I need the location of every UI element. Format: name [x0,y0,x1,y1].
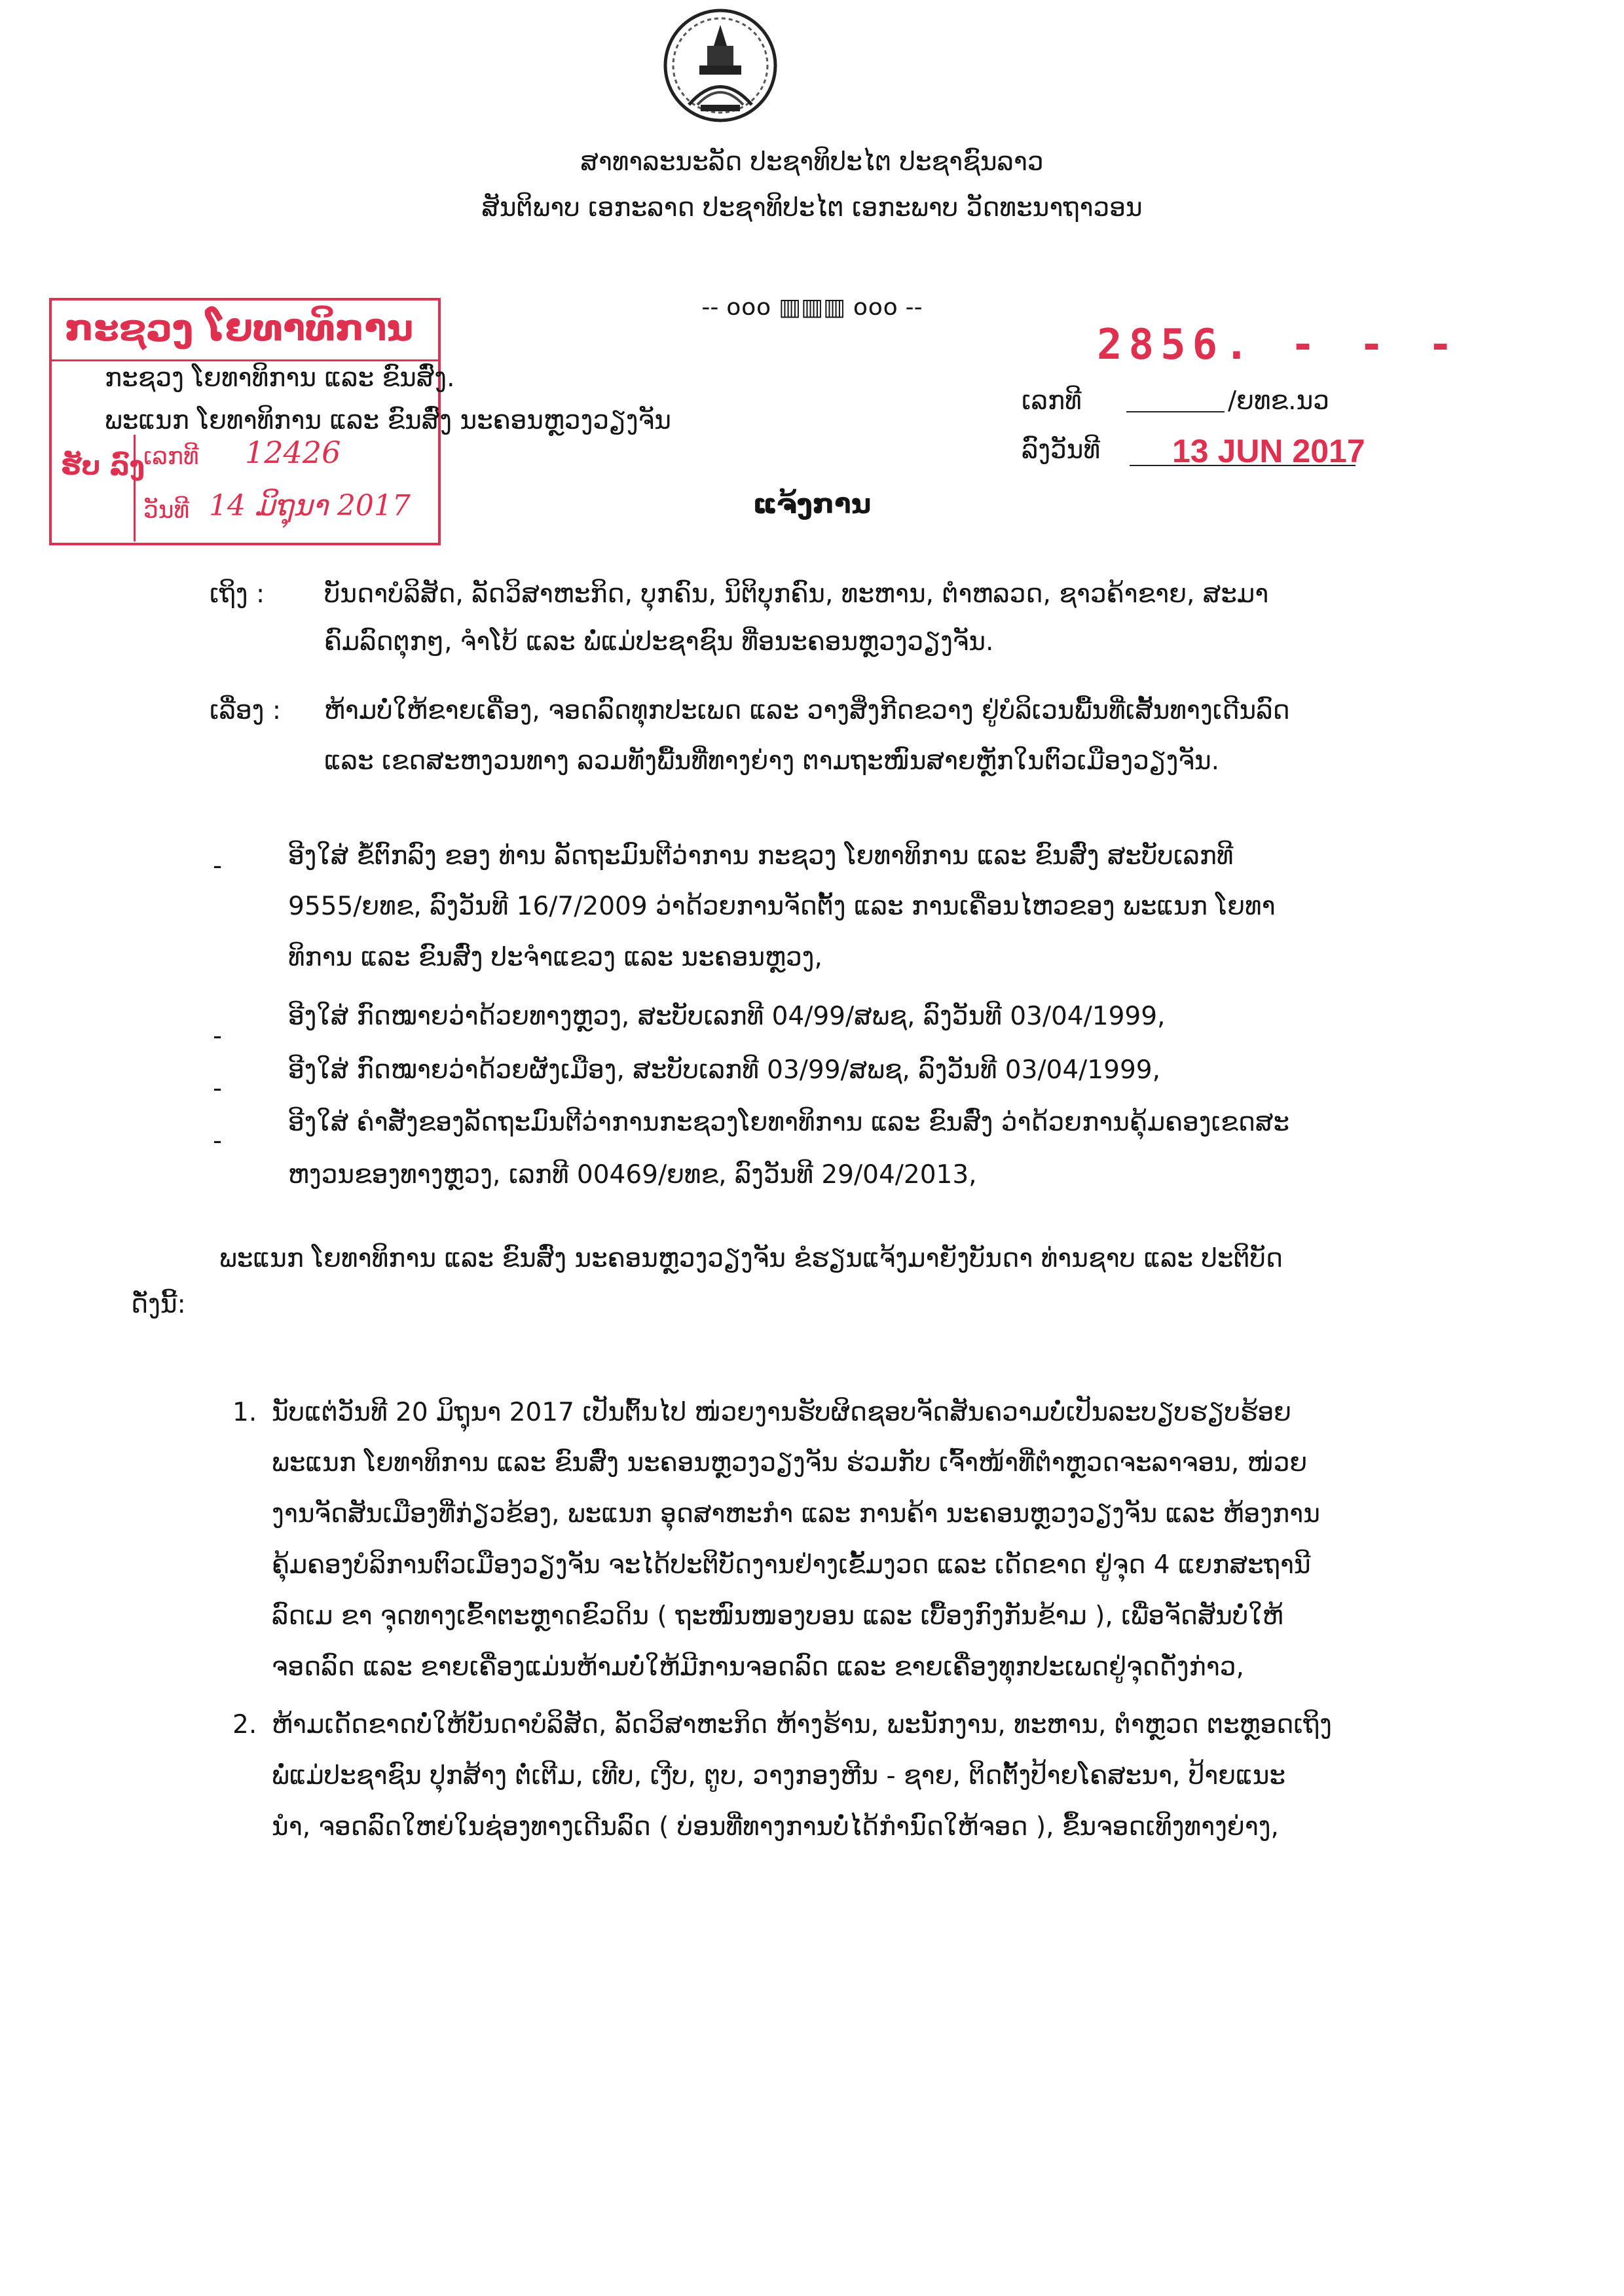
to-line-1: ບັນດາບໍລິສັດ, ລັດວິສາຫະກິດ, ບຸກຄົນ, ນິຕິບຸກຄົນ, ທະຫານ, ຕໍາຫລວດ, ຊາວຄ້າຂາຍ, ສະມາ [324,579,1269,609]
subject-line-2: ແລະ ເຂດສະຫງວນທາງ ລວມທັງພື້ນທີ່ທາງຍ່າງ ຕາມຖະໜົນສາຍຫຼັກໃນຕົວເມືອງວຽງຈັນ. [324,746,1220,776]
stamp-number-value: 12426 [245,435,341,470]
item-2-line-2: ພໍ່ແມ່ປະຊາຊົນ ປຸກສ້າງ ຕໍ່ເຕີມ, ເທີບ, ເງີບ, ຕູບ, ວາງກອງຫີນ - ຊາຍ, ຕິດຕັ້ງປ້າຍໂຄສະນາ, ປ້າຍແນະ [272,1761,1286,1791]
reference-1-line-3: ທິການ ແລະ ຂົນສົ່ງ ປະຈໍາແຂວງ ແລະ ນະຄອນຫຼວງ, [288,943,822,972]
doc-number-label: ເລກທີ [1022,386,1082,416]
stamp-number-label: ເລກທີ [143,443,199,470]
to-line-2: ຄົມລົດຕຸກໆ, ຈໍາໂບ້ ແລະ ພໍ່ແມ່ປະຊາຊົນ ທີ່ອນະຄອນຫຼວງວຽງຈັນ. [324,627,994,657]
doc-date-stamp: 13 JUN 2017 [1172,433,1365,469]
header-country: ສາທາລະນະລັດ ປະຊາທິປະໄຕ ປະຊາຊົນລາວ [580,147,1044,177]
intro-line-1: ພະແນກ ໂຍທາທິການ ແລະ ຂົນສົ່ງ ນະຄອນຫຼວງວຽງຈັນ ຂໍຮຽນແຈ້ງມາຍັງບັນດາ ທ່ານຊາບ ແລະ ປະຕິບັດ [219,1244,1283,1273]
doc-number-suffix: /ຍທຂ.ນວ [1228,386,1329,416]
reference-dash: - [213,1126,223,1156]
intro-line-2: ດັ່ງນີ້: [131,1290,186,1319]
stamp-title: ກະຊວງ ໂຍທາທິການ [65,307,414,350]
reference-dash: - [213,1074,223,1103]
item-1-line-3: ງານຈັດສັນເມືອງທີ່ກ່ຽວຂ້ອງ, ພະແນກ ອຸດສາຫະກໍາ ແລະ ການຄ້າ ນະຄອນຫຼວງວຽງຈັນ ແລະ ຫ້ອງການ [272,1499,1320,1529]
item-2-line-1: ຫ້າມເດັດຂາດບໍ່ໃຫ້ບັນດາບໍລິສັດ, ລັດວິສາຫະກິດ ຫ້າງຮ້ານ, ພະນັກງານ, ທະຫານ, ຕໍາຫຼວດ ຕະຫຼອດເຖິງ [272,1710,1332,1740]
doc-number-blank-line [1126,411,1225,412]
reference-4-line-1: ອີງໃສ່ ຄໍາສັ່ງຂອງລັດຖະມົນຕີວ່າການກະຊວງໂຍທາທິການ ແລະ ຂົນສົ່ງ ວ່າດ້ວຍການຄຸ້ມຄອງເຂດສະ [288,1108,1289,1137]
header-motto: ສັນຕິພາບ ເອກະລາດ ປະຊາທິປະໄຕ ເອກະພາບ ວັດທະນາຖາວອນ [481,193,1143,223]
header-ornament: -- ໐໐໐ ▥▥▥ ໐໐໐ -- [701,294,923,321]
sender-ministry: ກະຊວງ ໂຍທາທິການ ແລະ ຂົນສົ່ງ. [105,363,455,393]
item-1-line-4: ຄຸ້ມຄອງບໍລິການຕົວເມືອງວຽງຈັນ ຈະໄດ້ປະຕິບັດງານຢ່າງເຂັ້ມງວດ ແລະ ເດັດຂາດ ຢູ່ຈຸດ 4 ແຍກສະຖານີ [272,1550,1311,1580]
reference-1-line-2: 9555/ຍທຂ, ລົງວັນທີ 16/7/2009 ວ່າດ້ວຍການຈັດຕັ້ງ ແລະ ການເຄື່ອນໄຫວຂອງ ພະແນກ ໂຍທາ [288,892,1276,921]
reference-dash: - [213,851,223,881]
reference-3-line-1: ອີງໃສ່ ກົດໝາຍວ່າດ້ວຍຜັງເມືອງ, ສະບັບເລກທີ 03/99/ສພຊ, ລົງວັນທີ 03/04/1999, [288,1055,1160,1085]
national-emblem [661,7,779,124]
reference-1-line-1: ອີງໃສ່ ຂໍ້ຕົກລົງ ຂອງ ທ່ານ ລັດຖະມົນຕີວ່າການ ກະຊວງ ໂຍທາທິການ ແລະ ຂົນສົ່ງ ສະບັບເລກທີ [288,841,1234,871]
item-number: 2. [232,1710,257,1740]
stamp-date-label: ວັນທີ [143,497,190,524]
item-1-line-6: ຈອດລົດ ແລະ ຂາຍເຄື່ອງແມ່ນຫ້າມບໍ່ໃຫ້ມີການຈອດລົດ ແລະ ຂາຍເຄື່ອງທຸກປະເພດຢູ່ຈຸດດັ່ງກ່າວ, [272,1652,1244,1682]
reference-2-line-1: ອີງໃສ່ ກົດໝາຍວ່າດ້ວຍທາງຫຼວງ, ສະບັບເລກທີ 04/99/ສພຊ, ລົງວັນທີ 03/04/1999, [288,1002,1166,1031]
stamp-side-label: ຮັບ ລົງ [61,451,145,481]
subject-label: ເລື່ອງ : [210,696,281,725]
item-1-line-2: ພະແນກ ໂຍທາທິການ ແລະ ຂົນສົ່ງ ນະຄອນຫຼວງວຽງຈັນ ຮ່ວມກັບ ເຈົ້າໜ້າທີ່ຕໍາຫຼວດຈະລາຈອນ, ໜ່ວຍ [272,1448,1308,1478]
reference-dash: - [213,1021,223,1051]
item-number: 1. [232,1398,257,1427]
doc-date-label: ລົງວັນທີ [1022,435,1101,465]
sender-department: ພະແນກ ໂຍທາທິການ ແລະ ຂົນສົ່ງ ນະຄອນຫຼວງວຽງຈັນ [105,406,671,435]
document-title: ແຈ້ງການ [752,488,872,520]
subject-line-1: ຫ້າມບໍ່ໃຫ້ຂາຍເຄື່ອງ, ຈອດລົດທຸກປະເພດ ແລະ ວາງສິ່ງກີດຂວາງ ຢູ່ບໍລິເວນພື້ນທີ່ເສັ້ນທາງເດີນລົດ [324,696,1290,725]
item-1-line-1: ນັບແຕ່ວັນທີ 20 ມິຖຸນາ 2017 ເປັນຕົ້ນໄປ ໜ່ວຍງານຮັບຜິດຊອບຈັດສັນຄວາມບໍ່ເປັນລະບຽບຮຽບຮ້ອຍ [272,1398,1291,1427]
stamp-date-value: 14 ມິຖຸນາ 2017 [209,489,411,522]
item-1-line-5: ລົດເມ ຂາ ຈຸດທາງເຂົ້າຕະຫຼາດຂົວດິນ ( ຖະໜົນໜອງບອນ ແລະ ເບື້ອງກົງກັນຂ້າມ ), ເພື່ອຈັດສັນບໍ່ໃຫ້ [272,1601,1283,1631]
reference-4-line-2: ຫງວນຂອງທາງຫຼວງ, ເລກທີ 00469/ຍທຂ, ລົງວັນທີ 29/04/2013, [288,1160,977,1190]
doc-number-handwritten: 2856. - - - [1097,321,1462,369]
to-label: ເຖິງ : [210,579,265,609]
item-2-line-3: ນໍາ, ຈອດລົດໃຫຍ່ໃນຊ່ອງທາງເດີນລົດ ( ບ່ອນທີ່ທາງການບໍ່ໄດ້ກໍານົດໃຫ້ຈອດ ), ຂຶ້ນຈອດເທິງທາງຍ່າງ, [272,1812,1279,1842]
